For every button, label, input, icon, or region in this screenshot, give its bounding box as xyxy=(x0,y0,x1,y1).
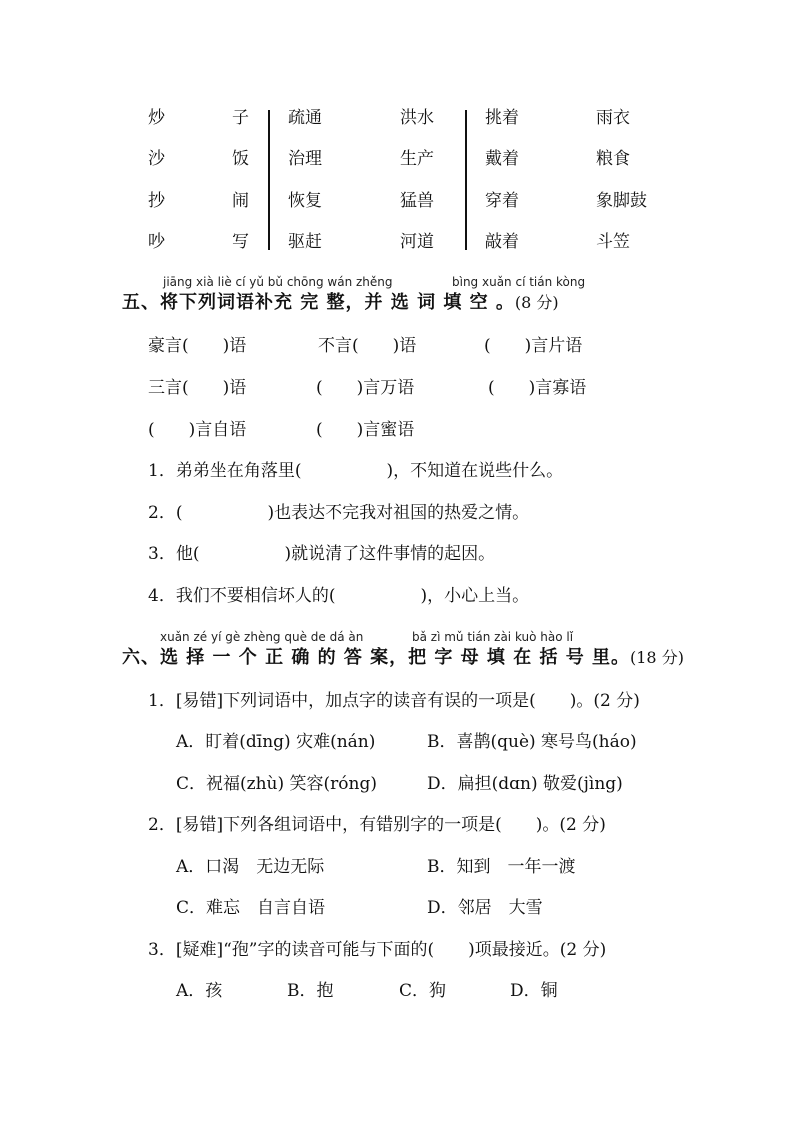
col1-end: 子 xyxy=(232,108,249,128)
col3-left-word: 挑着 xyxy=(485,108,519,128)
option-d: D．铜 xyxy=(510,981,558,1001)
col2-right-word: 猛兽 xyxy=(400,191,434,211)
col2-right-word: 洪水 xyxy=(400,108,434,128)
col2-left-word: 恢复 xyxy=(288,191,322,211)
section6-title-text: 六、选 择 一 个 正 确 的 答 案，把 字 母 填 在 括 号 里。 xyxy=(122,647,630,668)
option-c: C．难忘 自言自语 xyxy=(176,898,326,918)
idiom-blank: ( )言蜜语 xyxy=(316,420,415,440)
fill-sentence: 3．他( )就说清了这件事情的起因。 xyxy=(148,544,496,564)
option-b: B．喜鹊(què) 寒号鸟(háo) xyxy=(427,732,637,752)
section5-title xyxy=(122,292,559,314)
col2-left-word: 治理 xyxy=(288,149,322,169)
fill-sentence: 1．弟弟坐在角落里( )，不知道在说些什么。 xyxy=(148,461,564,481)
section5-pinyin-2: bìng xuǎn cí tián kòng xyxy=(452,275,586,289)
divider-line xyxy=(268,110,270,250)
section6-pinyin-1: xuǎn zé yí gè zhèng què de dá àn xyxy=(160,630,364,644)
option-b: B．知到 一年一渡 xyxy=(427,857,576,877)
idiom-blank: 不言( )语 xyxy=(318,336,417,356)
section5-title-text: 五、将下列词语补充 完 整，并 选 词 填 空 。 xyxy=(122,292,515,313)
section6-title xyxy=(122,647,684,669)
idiom-blank: ( )言片语 xyxy=(484,336,583,356)
col1-char: 沙 xyxy=(148,149,165,169)
col2-right-word: 河道 xyxy=(400,232,434,252)
idiom-blank: 豪言( )语 xyxy=(148,336,247,356)
fill-sentence: 4．我们不要相信坏人的( )，小心上当。 xyxy=(148,586,530,606)
idiom-blank: ( )言万语 xyxy=(316,378,415,398)
col1-char: 抄 xyxy=(148,191,165,211)
col1-end: 饭 xyxy=(232,149,249,169)
col2-right-word: 生产 xyxy=(400,149,434,169)
question-stem: 1．[易错]下列词语中，加点字的读音有误的一项是( )。(2 分) xyxy=(148,691,640,711)
col3-left-word: 敲着 xyxy=(485,232,519,252)
col2-left-word: 疏通 xyxy=(288,108,322,128)
col2-left-word: 驱赶 xyxy=(288,232,322,252)
divider-line xyxy=(465,110,467,250)
question-stem: 2．[易错]下列各组词语中，有错别字的一项是( )。(2 分) xyxy=(148,815,606,835)
option-b: B．抱 xyxy=(287,981,334,1001)
idiom-blank: ( )言自语 xyxy=(148,420,247,440)
option-a: A．口渴 无边无际 xyxy=(176,857,325,877)
col1-char: 吵 xyxy=(148,232,165,252)
col3-right-word: 雨衣 xyxy=(596,108,630,128)
col3-right-word: 粮食 xyxy=(596,149,630,169)
section5-pinyin-1: jiāng xià liè cí yǔ bǔ chōng wán zhěng xyxy=(163,275,393,289)
col3-right-word: 象脚鼓 xyxy=(596,191,647,211)
col1-char: 炒 xyxy=(148,108,165,128)
option-a: A．孩 xyxy=(176,981,223,1001)
option-c: C．祝福(zhù) 笑容(róng) xyxy=(176,774,377,794)
fill-sentence: 2．( )也表达不完我对祖国的热爱之情。 xyxy=(148,503,530,523)
col3-right-word: 斗笠 xyxy=(596,232,630,252)
col3-left-word: 穿着 xyxy=(485,191,519,211)
col1-end: 闹 xyxy=(232,191,249,211)
option-d: D．邻居 大雪 xyxy=(427,898,543,918)
idiom-blank: 三言( )语 xyxy=(148,378,247,398)
col3-left-word: 戴着 xyxy=(485,149,519,169)
option-c: C．狗 xyxy=(399,981,447,1001)
section6-score: (18 分) xyxy=(630,648,684,667)
section6-pinyin-2: bǎ zì mǔ tián zài kuò hào lǐ xyxy=(412,630,574,644)
option-a: A．盯着(dīng) 灾难(nán) xyxy=(176,732,376,752)
section5-score: (8 分) xyxy=(514,293,559,312)
col1-end: 写 xyxy=(232,232,249,252)
option-d: D．扁担(dɑn) 敬爱(jìng) xyxy=(427,774,623,794)
idiom-blank: ( )言寡语 xyxy=(488,378,587,398)
question-stem: 3．[疑难]“孢”字的读音可能与下面的( )项最接近。(2 分) xyxy=(148,940,607,960)
